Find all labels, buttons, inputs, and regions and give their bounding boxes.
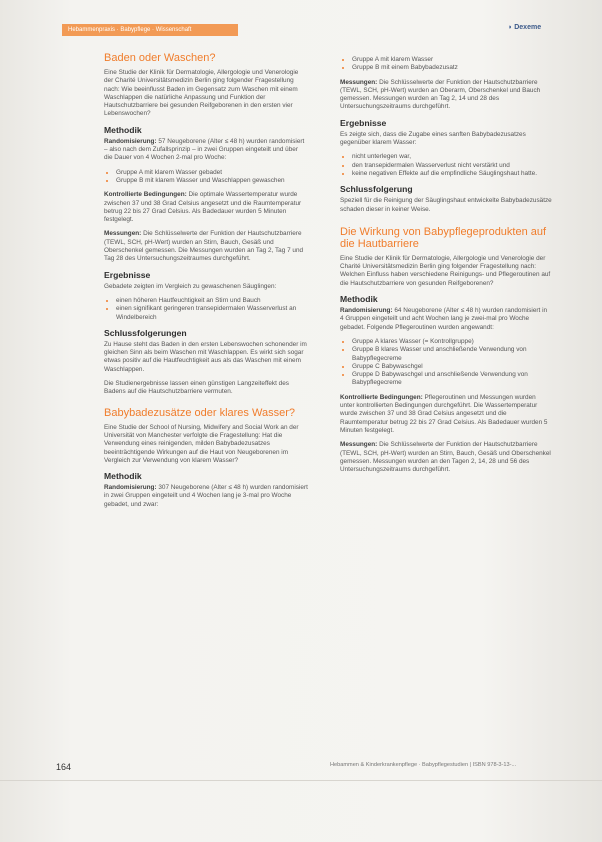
kontrollierte-bedingungen-paragraph-right <box>340 394 552 435</box>
list-item: • Gruppe B mit einem Babybadezusatz <box>352 64 552 72</box>
messungen-label: Messungen: <box>104 230 142 238</box>
kontrollierte-bedingungen-text: Die optimale Wassertemperatur wurde zwischen 37 und 38 Grad Celsius angesetzt und die Raumtemperatur betrug 22 bis 27 Grad Celsius. Als Badedauer wurden 5 Minuten festgelegt. <box>104 191 302 224</box>
group-list <box>104 169 308 186</box>
intro-paragraph-right: Eine Studie der Klinik für Dermatologie, Allergologie und Venerologie der Charité Universitätsmedizin Berlin ging folgender Fragestellung nach: Welchen Einfluss haben verschiedene Reinigungs- und Pflegeroutinen auf die Hautschutzbarriere von gesunden Reifgeborenen? <box>340 254 551 287</box>
list-item: • einen signifikant geringeren transepidermalen Wasserverlust an Windelbereich <box>116 305 308 322</box>
messungen-text: Die Schlüsselwerte der Funktion der Hautschutzbarriere (TEWL, SCH, pH-Wert) wurden an Stirn, Bauch, Gesäß und Oberschenkel gemessen. Die Messungen wurden an Tag 2, Tag 7 und Tag 28 des Untersuchungszeitraumes durchgeführt. <box>104 230 304 263</box>
methodik-heading-2: Methodik <box>104 471 142 482</box>
ergebnisse-intro: Gebadete zeigten im Vergleich zu gewaschenen Säuglingen: <box>104 282 277 290</box>
randomisierung-text: 64 Neugeborene (Alter ≤ 48 h) wurden randomisiert in 4 Gruppen eingeteilt und acht Wochen lang je zwei-mal pro Woche gebadet. Folgende Pflegeroutinen wurden angewandt: <box>340 307 548 331</box>
messungen-label: Messungen: <box>340 441 378 449</box>
list-item: • Gruppe A mit klarem Wasser <box>352 56 552 64</box>
article-title-babybadezusaetze: Babybadezusätze oder klares Wasser? <box>104 406 295 419</box>
schlussfolgerung-heading-right: Schlussfolgerung <box>340 184 413 195</box>
randomisierung-label-2: Randomisierung: <box>104 484 157 492</box>
list-item: • Gruppe B klares Wasser und anschließende Verwendung von Babypflegecreme <box>352 346 552 363</box>
list-item: • Gruppe A klares Wasser (= Kontrollgruppe) <box>352 338 552 346</box>
list-item: • nicht unterlegen war, <box>352 153 552 161</box>
intro-paragraph-2: Eine Studie der School of Nursing, Midwifery and Social Work an der Universität von Manchester verfolgte die Fragestellung: Hat die Verwendung eines reinigenden, milden Babybadezusatzes beeinträchtigende Wirkungen auf die Haut von Neugeborenen im Vergleich zur Verwendung von klarem Wasser? <box>104 423 299 464</box>
page-number: 164 <box>56 762 72 772</box>
kontrollierte-bedingungen-label: Kontrollierte Bedingungen: <box>104 191 187 199</box>
kontrollierte-bedingungen-text: Pflegeroutinen und Messungen wurden unter kontrollierten Bedingungen durchgeführt. Die Wassertemperatur wurde zwischen 37 und 38 Grad Celsius angesetzt und die Raumtemperatur betrug 22 bis 27 Grad Celsius. Als Badedauer wurden 5 Minuten festgelegt. <box>340 393 548 434</box>
schlussfolgerungen-heading: Schlussfolgerungen <box>104 327 187 338</box>
messungen-text: Die Schlüsselwerte der Funktion der Hautschutzbarriere (TEWL, SCH, pH-Wert) wurden an Stirn, Bauch, Gesäß und Oberschenkel gemessen. Messungen wurden an den Tagen 2, 14, 28 und 56 des Untersuchungszeitraums durchgeführt. <box>340 441 551 474</box>
article-title-babypflegeprodukte: Die Wirkung von Babypflegeprodukten auf die Hautbarriere <box>340 225 547 250</box>
messungen-paragraph-right-2 <box>340 441 552 474</box>
randomisierung-text: 57 Neugeborene (Alter ≤ 48 h) wurden randomisiert – also nach dem Zufallsprinzip – in zwei Gruppen eingeteilt und über die Dauer von 4 Wochen 2-mal pro Woche: <box>104 137 305 162</box>
list-item: • Gruppe A mit klarem Wasser gebadet <box>116 169 308 177</box>
ergebnisse-heading-right: Ergebnisse <box>340 117 387 128</box>
page-edge-divider <box>0 780 602 781</box>
randomisierung-text-2: 307 Neugeborene (Alter ≤ 48 h) wurden randomisiert in zwei Gruppen eingeteilt und 4 Wochen lang je 3-mal pro Woche gebadet, und zwar: <box>104 484 308 508</box>
schlussfolgerungen-paragraph-2: Die Studienergebnisse lassen einen günstigen Langzeiteffekt des Badens auf die Hautschutzbarriere vermuten. <box>104 380 289 396</box>
messungen-text: Die Schlüsselwerte der Funktion der Hautschutzbarriere (TEWL, SCH, pH-Wert) wurden an Oberarm, Oberschenkel und Bauch gemessen. Messungen wurden an Tag 2, 14 und 28 des Untersuchungszeitraums durchgeführt. <box>340 78 541 111</box>
publisher-logo <box>508 24 541 31</box>
methodik-heading-right: Methodik <box>340 294 378 305</box>
list-item: • Gruppe D Babywaschgel und anschließende Verwendung von Babypflegecreme <box>352 371 552 388</box>
randomisierung-paragraph-right <box>340 307 552 332</box>
schlussfolgerung-paragraph-right: Speziell für die Reinigung der Säuglingshaut entwickelte Babybadezusätze schaden dieser in keiner Weise. <box>340 197 552 213</box>
footer-text: Hebammen & Kinderkrankenpflege · Babypflegestudien | ISBN 978-3-13-... <box>330 762 517 768</box>
list-item: • keine negativen Effekte auf die empfindliche Säuglingshaut hatte. <box>352 170 552 178</box>
intro-paragraph: Eine Studie der Klinik für Dermatologie, Allergologie und Venerologie der Charité Universitätsmedizin Berlin ging folgender Fragestellung nach: Wie beeinflusst Baden im Gegensatz zum Waschen mit einem Waschlappen die natürliche Anpassung und Funktion der Hautschutzbarriere bei gesunden Reifgeborenen in den ersten vier Lebenswochen? <box>104 69 299 118</box>
ergebnisse-heading: Ergebnisse <box>104 269 151 280</box>
messungen-paragraph-right <box>340 79 552 112</box>
list-item: • Gruppe B mit klarem Wasser und Waschlappen gewaschen <box>116 177 308 185</box>
ergebnisse-intro-right: Es zeigte sich, dass die Zugabe eines sanften Babybadezusatzes gegenüber klarem Wasser: <box>340 130 526 147</box>
methodik-heading: Methodik <box>104 124 142 135</box>
ergebnisse-list-right <box>340 153 552 178</box>
header-band-text: Hebammenpraxis · Babypflege · Wissenschaft <box>68 27 192 33</box>
list-item: • den transepidermalen Wasserverlust nicht verstärkt und <box>352 162 552 170</box>
group-list-right <box>340 338 552 388</box>
right-column <box>340 56 552 480</box>
logo-mark-icon: ◗ <box>508 24 513 31</box>
schlussfolgerungen-paragraph: Zu Hause steht das Baden in den ersten Lebenswochen schonender im gleichen Sinn als beim Waschen mit Waschlappen. Es wirkt sich sogar etwas positiv auf die Hautfeuchtigkeit aus als das Waschen mit einem Waschlappen. <box>104 340 307 373</box>
kontrollierte-bedingungen-paragraph <box>104 191 308 224</box>
ergebnisse-list <box>104 297 308 322</box>
article-title-baden: Baden oder Waschen? <box>104 52 216 64</box>
messungen-paragraph <box>104 230 308 263</box>
messungen-label: Messungen: <box>340 78 378 86</box>
header-band <box>62 24 238 36</box>
randomisierung-paragraph <box>104 138 308 163</box>
list-item: • einen höheren Hautfeuchtigkeit an Stirn und Bauch <box>116 297 308 305</box>
left-column <box>104 52 308 515</box>
kontrollierte-bedingungen-label: Kontrollierte Bedingungen: <box>340 393 423 401</box>
randomisierung-paragraph-2 <box>104 484 308 509</box>
randomisierung-label: Randomisierung: <box>104 137 157 145</box>
group-list-continued <box>340 56 552 73</box>
list-item: • Gruppe C Babywaschgel <box>352 363 552 371</box>
randomisierung-label: Randomisierung: <box>340 307 393 315</box>
logo-text: Dexeme <box>514 24 542 31</box>
